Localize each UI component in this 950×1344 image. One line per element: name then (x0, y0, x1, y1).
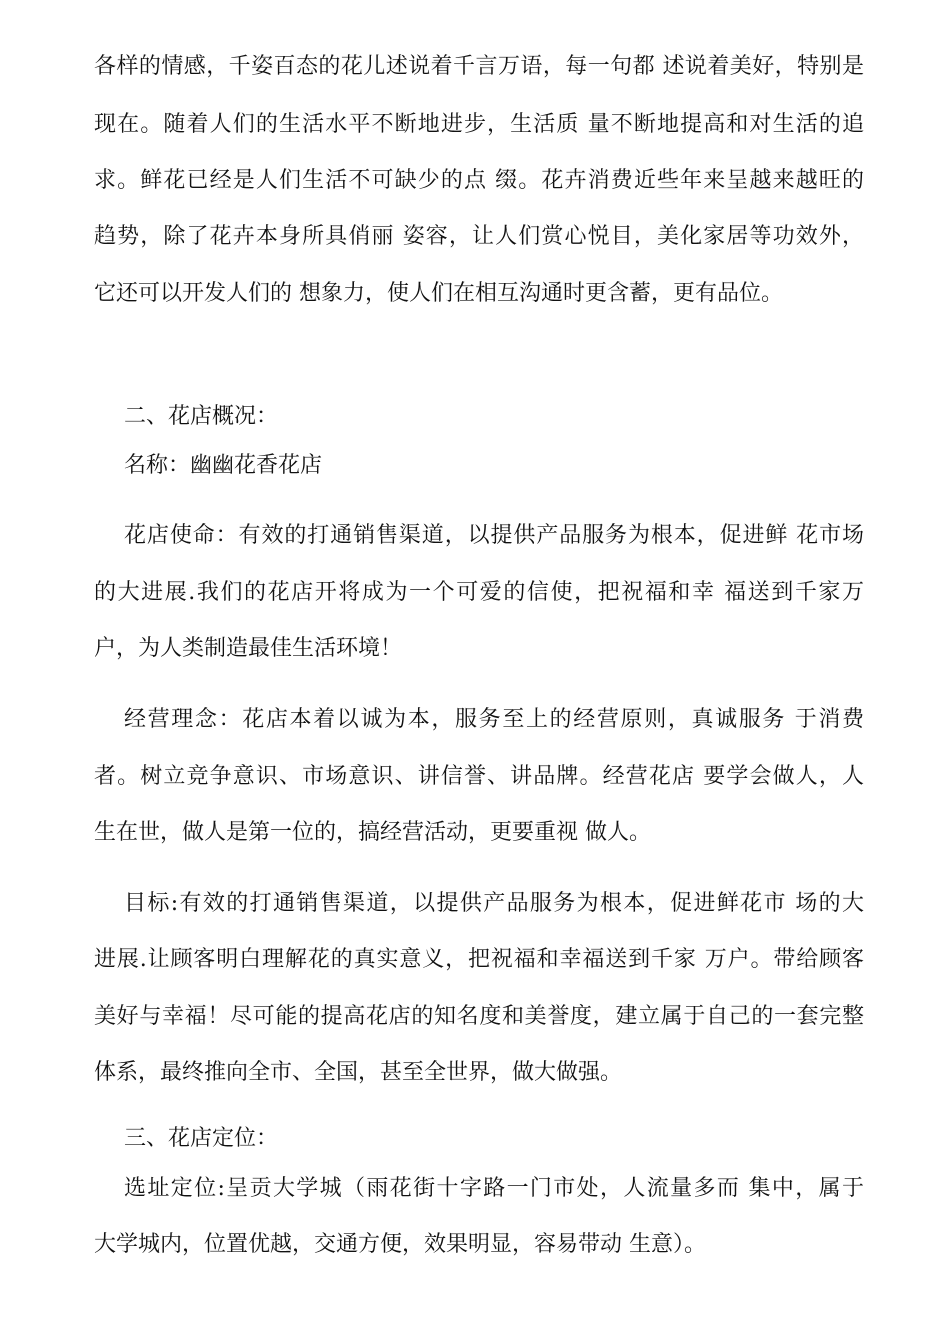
paragraph-line: 它还可以开发人们的 想象力，使人们在相互沟通时更含蓄，更有品位。 (94, 281, 783, 306)
paragraph-line: 户，为人类制造最佳生活环境！ (94, 636, 403, 661)
paragraph-line: 进展.让顾客明白理解花的真实意义，把祝福和幸福送到千家 万户。带给顾客 (94, 947, 864, 972)
paragraph-line: 经营理念：花店本着以诚为本，服务至上的经营原则，真诚服务 于消费 (124, 707, 864, 732)
paragraph-line: 体系，最终推向全市、全国，甚至全世界，做大做强。 (94, 1060, 623, 1085)
section-heading-positioning: 三、花店定位： (124, 1126, 279, 1151)
paragraph-line: 求。鲜花已经是人们生活不可缺少的点 缀。花卉消费近些年来呈越来越旺的 (94, 168, 864, 193)
paragraph-line: 的大进展.我们的花店开将成为一个可爱的信使，把祝福和幸 福送到千家万 (94, 580, 864, 605)
paragraph-line: 各样的情感，千姿百态的花儿述说着千言万语，每一句都 述说着美好，特别是 (94, 54, 864, 79)
section-heading-overview: 二、花店概况： (124, 404, 279, 429)
paragraph-line: 选址定位:呈贡大学城（雨花街十字路一门市处，人流量多而 集中，属于 (124, 1176, 864, 1201)
paragraph-line: 目标:有效的打通销售渠道，以提供产品服务为根本，促进鲜花市 场的大 (124, 891, 864, 916)
shop-name-line: 名称：幽幽花香花店 (124, 453, 323, 478)
paragraph-line: 大学城内，位置优越，交通方便，效果明显，容易带动 生意）。 (94, 1232, 706, 1257)
paragraph-line: 美好与幸福！尽可能的提高花店的知名度和美誉度，建立属于自己的一套完整 (94, 1004, 864, 1029)
paragraph-line: 者。树立竞争意识、市场意识、讲信誉、讲品牌。经营花店 要学会做人，人 (94, 764, 864, 789)
paragraph-line: 花店使命：有效的打通销售渠道，以提供产品服务为根本，促进鲜 花市场 (124, 523, 864, 548)
paragraph-line: 现在。随着人们的生活水平不断地进步，生活质 量不断地提高和对生活的追 (94, 112, 864, 137)
paragraph-line: 趋势，除了花卉本身所具俏丽 姿容，让人们赏心悦目，美化家居等功效外， (94, 224, 864, 249)
paragraph-line: 生在世，做人是第一位的，搞经营活动，更要重视 做人。 (94, 820, 651, 845)
